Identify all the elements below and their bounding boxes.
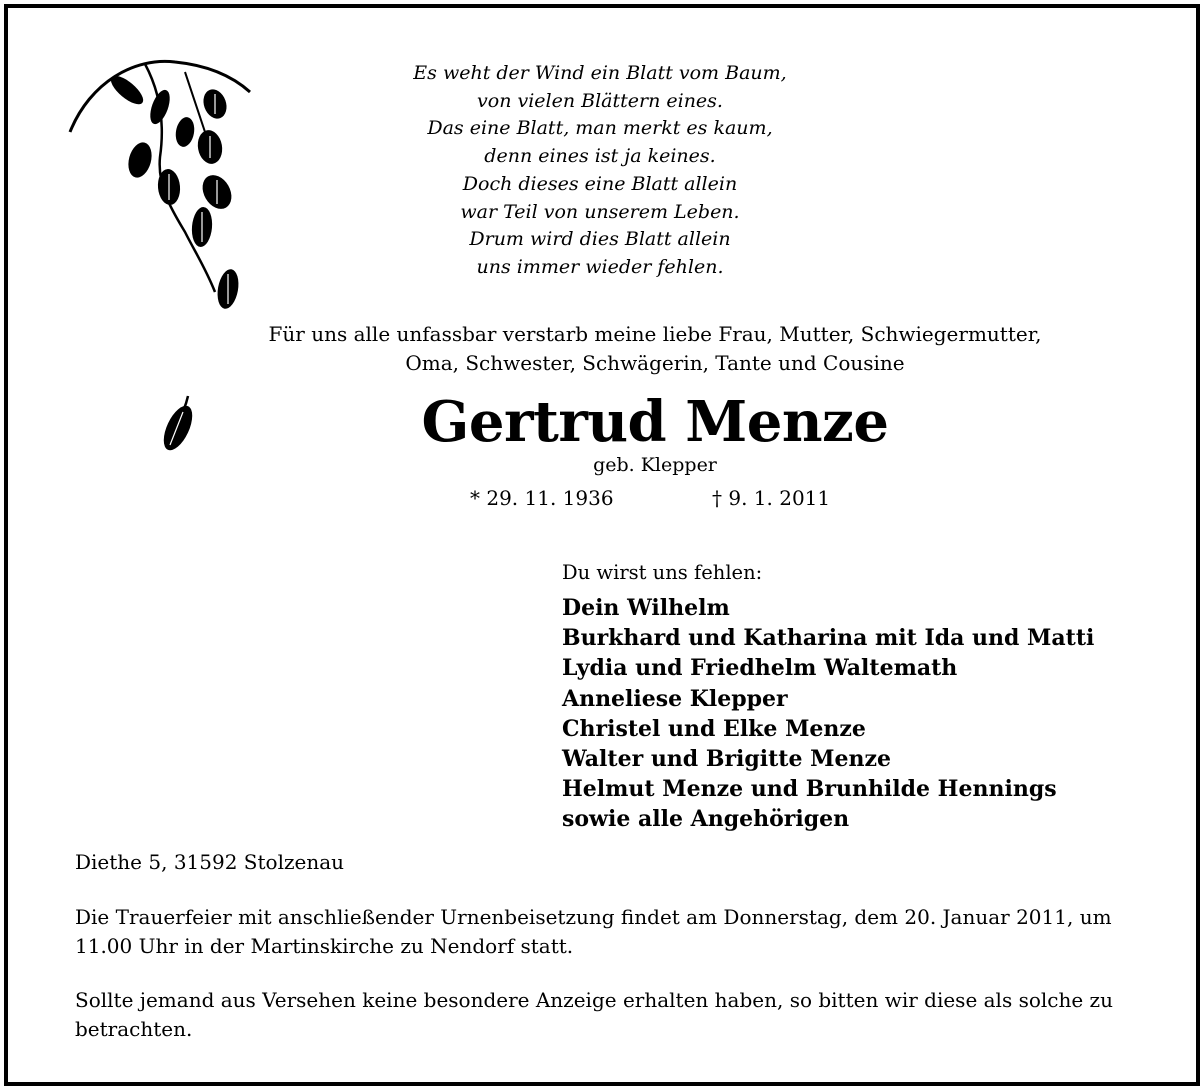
death-date: † 9. 1. 2011 (712, 486, 831, 510)
mourner-name: Dein Wilhelm (562, 595, 730, 621)
mourner-name: sowie alle Angehörigen (562, 806, 850, 833)
poem-line: Drum wird dies Blatt allein (469, 228, 731, 251)
ceremony-info: Die Trauerfeier mit anschließender Urnenbeisetzung findet am Donnerstag, dem 20. Januar 2011, um 11.00 Uhr in der Martinskirche zu Nendorf statt. (75, 905, 1112, 958)
poem-line: uns immer wieder fehlen. (476, 255, 724, 278)
mourners-heading: Du wirst uns fehlen: (562, 561, 763, 584)
intro-text (160, 320, 1150, 378)
leaf-branch-icon (65, 52, 255, 322)
mourner-name: Burkhard und Katharina mit Ida und Matti (562, 625, 1095, 652)
poem-line: Es weht der Wind ein Blatt vom Baum, (413, 62, 787, 84)
intro-line: Für uns alle unfassbar verstarb meine liebe Frau, Mutter, Schwiegermutter, (268, 322, 1042, 346)
mourner-name: Christel und Elke Menze (562, 715, 866, 742)
deceased-name: Gertrud Menze (421, 389, 889, 455)
mourner-name: Walter und Brigitte Menze (562, 746, 891, 773)
mourner-name: Anneliese Klepper (562, 685, 788, 712)
address: Diethe 5, 31592 Stolzenau (75, 850, 345, 874)
intro-line: Oma, Schwester, Schwägerin, Tante und Cousine (405, 351, 905, 375)
poem (300, 60, 900, 282)
mourners-list (562, 593, 1094, 835)
poem-line: von vielen Blättern eines. (477, 89, 723, 112)
falling-leaf-icon (158, 390, 200, 458)
poem-line: Doch dieses eine Blatt allein (462, 172, 738, 195)
closing-note: Sollte jemand aus Versehen keine besondere Anzeige erhalten haben, so bitten wir diese als solche zu betrachten. (75, 988, 1113, 1041)
birth-date: * 29. 11. 1936 (470, 486, 614, 510)
mourner-name: Lydia und Friedhelm Waltemath (562, 655, 958, 682)
mourner-name: Helmut Menze und Brunhilde Hennings (562, 776, 1057, 803)
maiden-name: geb. Klepper (593, 454, 717, 476)
poem-line: denn eines ist ja keines. (484, 145, 716, 168)
poem-line: Das eine Blatt, man merkt es kaum, (427, 117, 773, 140)
poem-line: war Teil von unserem Leben. (460, 200, 740, 223)
